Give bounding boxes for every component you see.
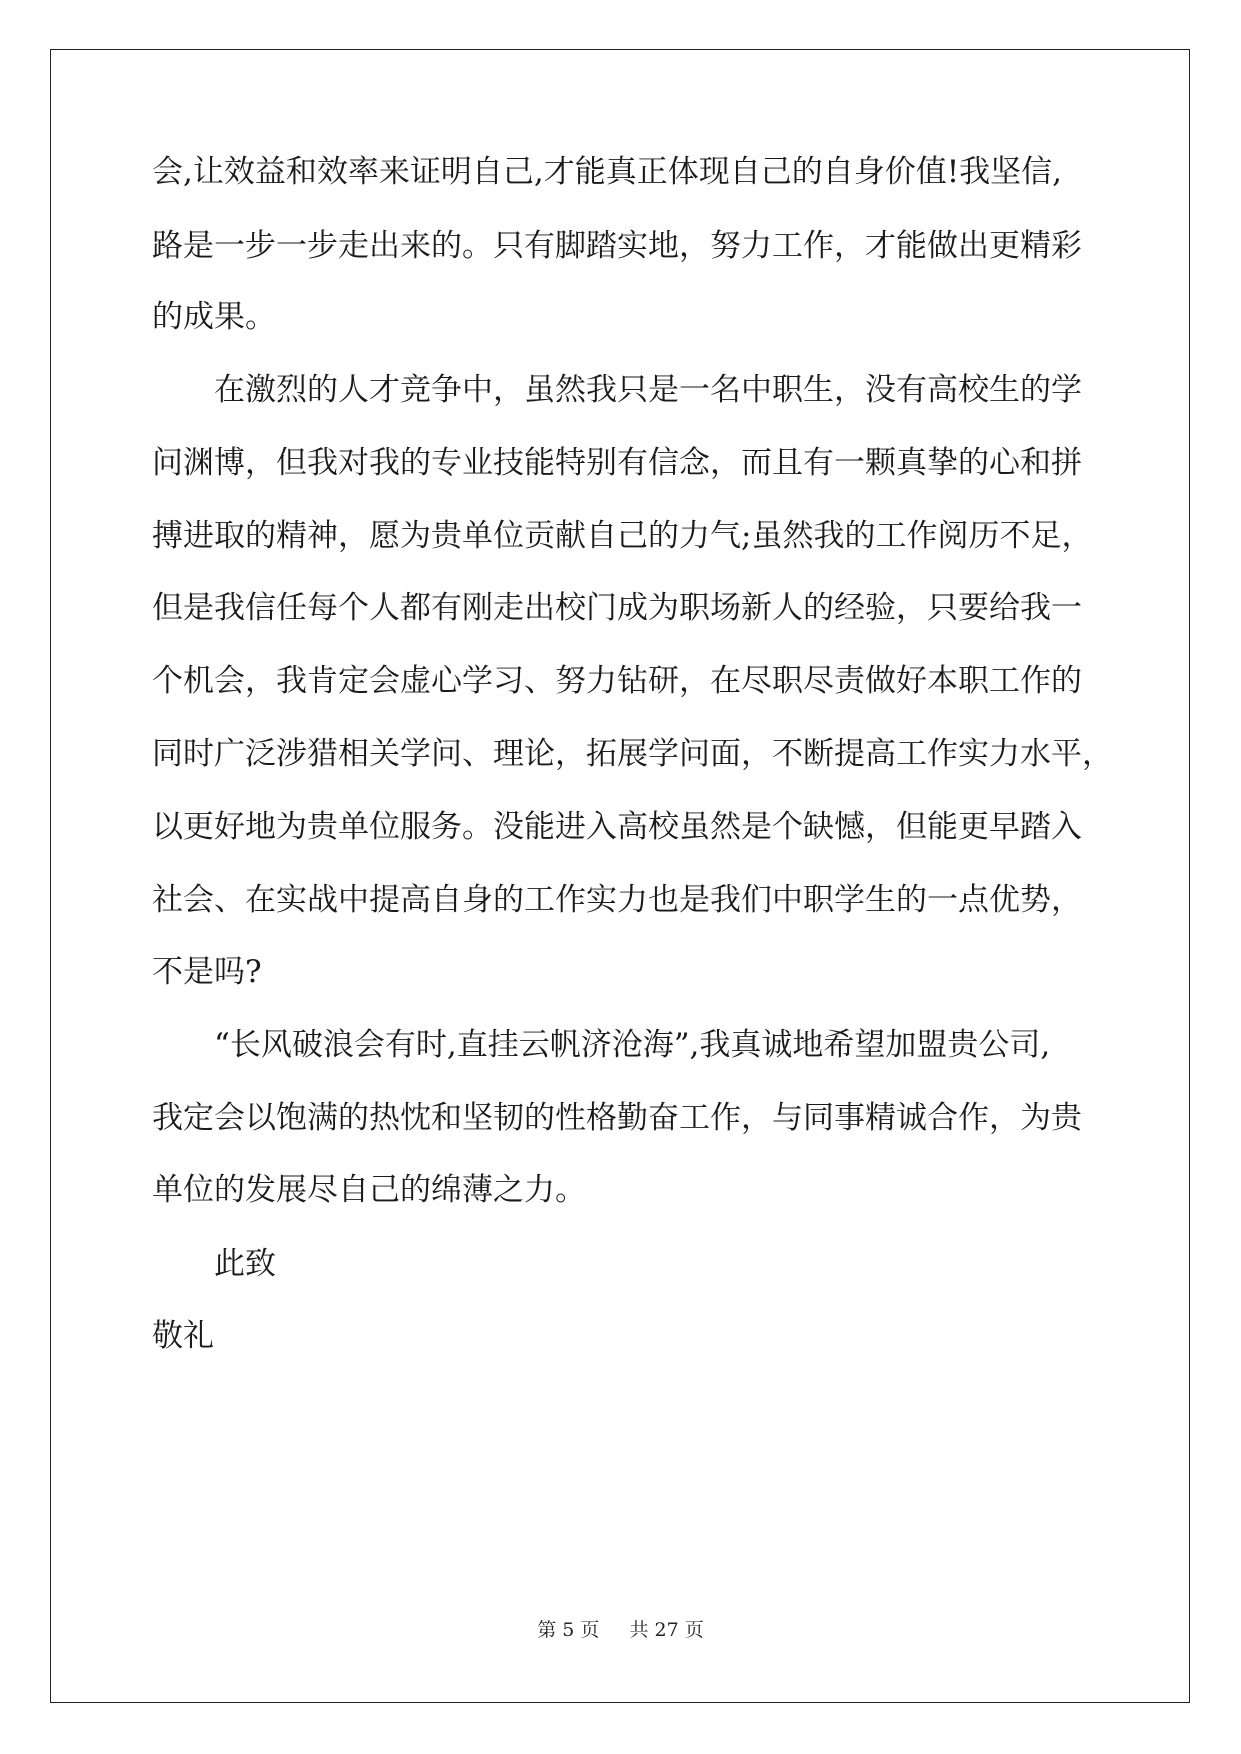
text-line: 我定会以饱满的热忱和坚韧的性格勤奋工作，与同事精诚合作，为贵 (152, 1100, 1082, 1136)
text-line: 以更好地为贵单位服务。没能进入高校虽然是个缺憾，但能更早踏入 (152, 809, 1082, 845)
text-line: 社会、在实战中提高自身的工作实力也是我们中职学生的一点优势， (152, 882, 1082, 918)
text-line: 但是我信任每个人都有刚走出校门成为职场新人的经验，只要给我一 (152, 590, 1082, 626)
text-line: 单位的发展尽自己的绵薄之力。 (152, 1172, 586, 1208)
text-line: 会,让效益和效率来证明自己,才能真正体现自己的自身价值!我坚信, (152, 154, 1063, 190)
text-line: 不是吗? (152, 954, 262, 990)
salutation-regards: 敬礼 (152, 1318, 214, 1354)
page-number: 第 5 页 (537, 1619, 600, 1641)
page-footer (0, 1615, 1241, 1642)
text-line: 个机会，我肯定会虚心学习、努力钻研，在尽职尽责做好本职工作的 (152, 663, 1082, 699)
page-total: 共 27 页 (629, 1619, 704, 1641)
text-line: 在激烈的人才竞争中，虽然我只是一名中职生，没有高校生的学 (214, 372, 1082, 408)
text-line: 搏进取的精神，愿为贵单位贡献自己的力气;虽然我的工作阅历不足， (152, 518, 1093, 554)
text-line: 同时广泛涉猎相关学问、理论，拓展学问面，不断提高工作实力水平， (152, 736, 1113, 772)
text-line: “长风破浪会有时,直挂云帆济沧海”,我真诚地希望加盟贵公司, (214, 1027, 1051, 1063)
text-line: 问渊博，但我对我的专业技能特别有信念，而且有一颗真挚的心和拼 (152, 445, 1082, 481)
text-line: 的成果。 (152, 299, 276, 335)
salutation-closing: 此致 (214, 1246, 276, 1282)
text-line: 路是一步一步走出来的。只有脚踏实地，努力工作，才能做出更精彩 (152, 228, 1082, 264)
